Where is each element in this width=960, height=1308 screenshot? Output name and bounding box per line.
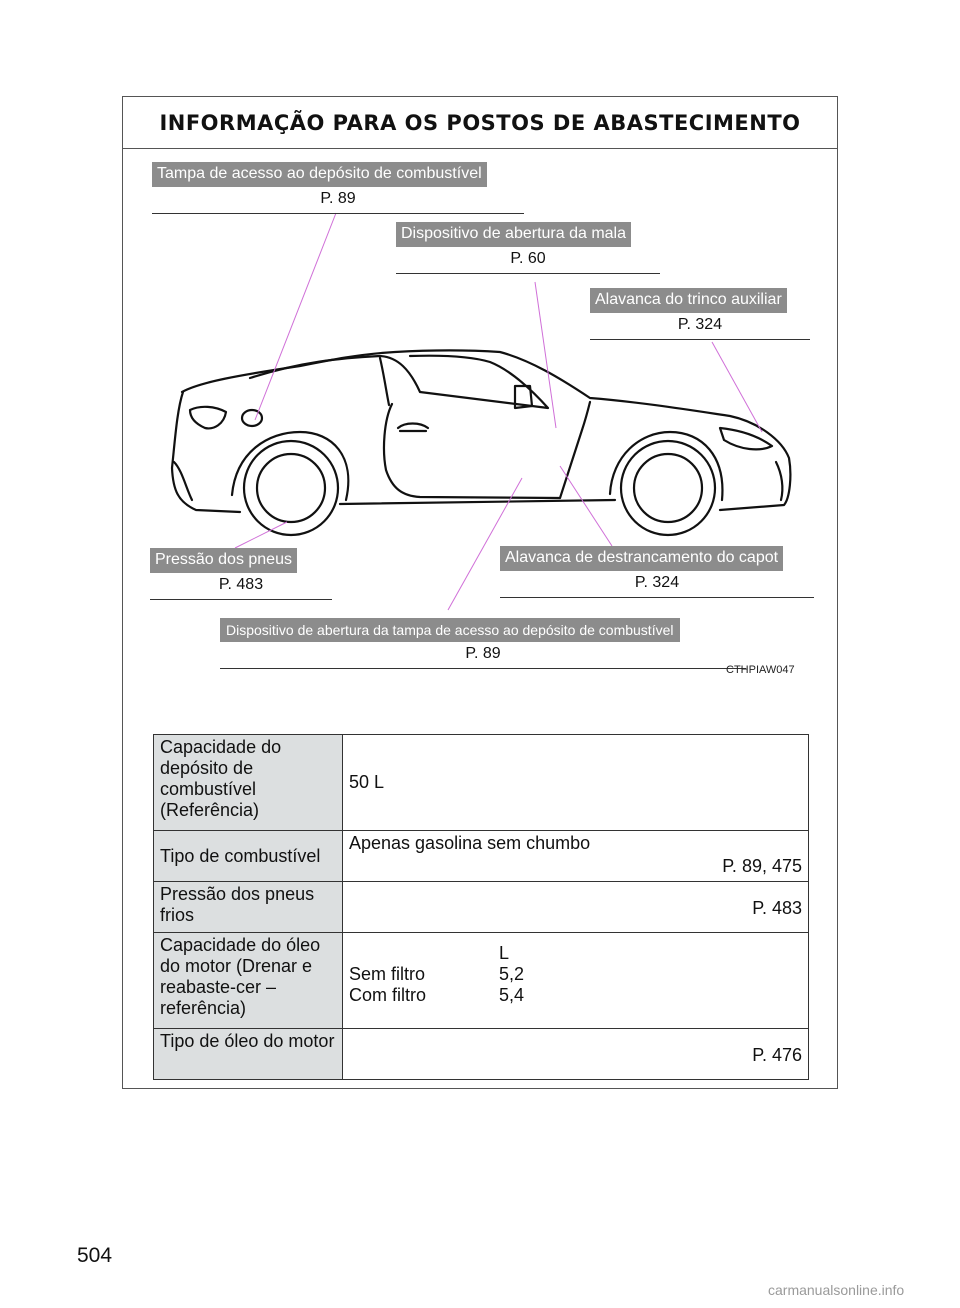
callout-page-ref: P. 324 xyxy=(590,316,810,340)
row-value xyxy=(343,735,809,831)
tire-pressure-ref: P. 483 xyxy=(752,897,802,918)
callout-fuel-door xyxy=(152,162,524,214)
row-value xyxy=(343,831,809,882)
callout-aux-latch xyxy=(590,288,810,340)
callout-page-ref: P. 89 xyxy=(152,190,524,214)
callout-label: Dispositivo de abertura da mala xyxy=(396,222,631,247)
callout-label: Pressão dos pneus xyxy=(150,548,297,573)
row-value xyxy=(343,1029,809,1080)
callout-page-ref: P. 324 xyxy=(500,574,814,598)
table-row xyxy=(154,882,809,933)
row-key: Capacidade do depósito de combustível (Referência) xyxy=(154,735,343,831)
illustration-code: CTHPIAW047 xyxy=(726,664,795,676)
fuel-type-ref: P. 89, 475 xyxy=(722,856,802,876)
row-value xyxy=(343,933,809,1029)
callout-label: Dispositivo de abertura da tampa de acesso ao depósito de combustível xyxy=(220,618,680,642)
spec-table xyxy=(153,734,809,1080)
fuel-capacity-value: 50 L xyxy=(349,772,385,792)
callout-tire-pressure xyxy=(150,548,332,600)
row-key: Capacidade do óleo do motor (Drenar e reabaste-cer – referência) xyxy=(154,933,343,1029)
row-key: Tipo de combustível xyxy=(154,831,343,882)
table-row xyxy=(154,933,809,1029)
callout-page-ref: P. 89 xyxy=(220,645,746,669)
watermark: carmanualsonline.info xyxy=(768,1282,905,1298)
callout-label: Tampa de acesso ao depósito de combustível xyxy=(152,162,487,187)
page-title: INFORMAÇÃO PARA OS POSTOS DE ABASTECIMENTO xyxy=(159,110,801,135)
table-row xyxy=(154,1029,809,1080)
oil-row-label: Com filtro xyxy=(349,985,427,1005)
callout-page-ref: P. 483 xyxy=(150,576,332,600)
callout-label: Alavanca do trinco auxiliar xyxy=(590,288,787,313)
callout-page-ref: P. 60 xyxy=(396,250,660,274)
row-value xyxy=(343,882,809,933)
row-key: Pressão dos pneus frios xyxy=(154,882,343,933)
callout-trunk-opener xyxy=(396,222,660,274)
oil-unit: L xyxy=(499,943,510,963)
oil-row-value: 5,2 xyxy=(499,964,525,984)
table-row xyxy=(154,735,809,831)
oil-row-value: 5,4 xyxy=(499,985,525,1005)
callout-label: Alavanca de destrancamento do capot xyxy=(500,546,783,571)
title-bar xyxy=(123,97,837,149)
callout-fuel-door-opener xyxy=(220,618,746,669)
oil-type-ref: P. 476 xyxy=(752,1044,802,1065)
fuel-type-value: Apenas gasolina sem chumbo xyxy=(349,833,591,853)
oil-row-label: Sem filtro xyxy=(349,964,426,984)
oil-capacity-grid xyxy=(349,943,802,1006)
row-key: Tipo de óleo do motor xyxy=(154,1029,343,1080)
callout-hood-release xyxy=(500,546,814,598)
table-row xyxy=(154,831,809,882)
page-number: 504 xyxy=(77,1244,113,1267)
